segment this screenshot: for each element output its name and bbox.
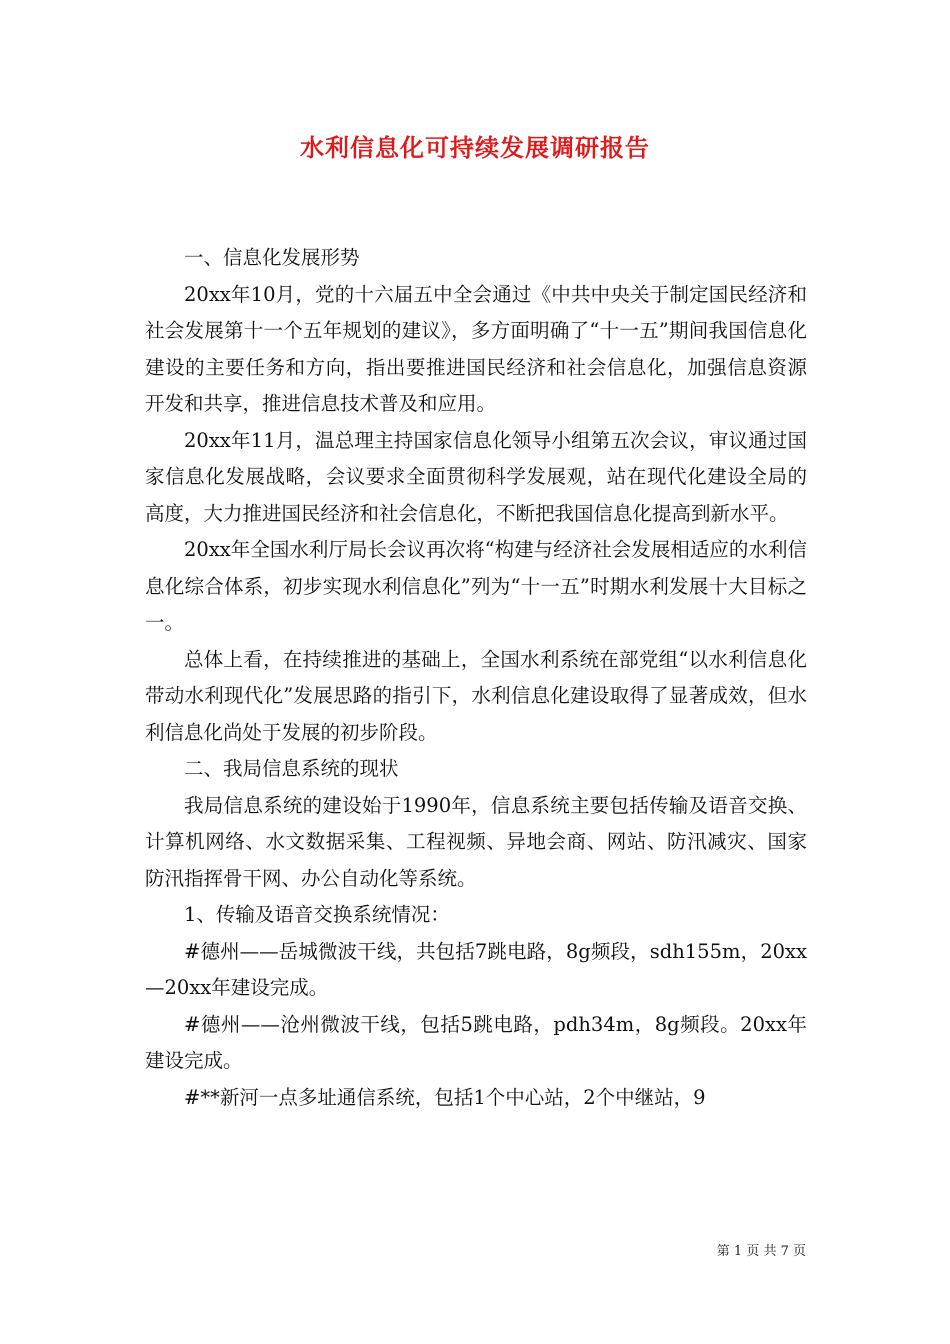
paragraph-1: 20xx年10月，党的十六届五中全会通过《中共中央关于制定国民经济和社会发展第十一个五年规划的建议》，多方面明确了“十一五”期间我国信息化建设的主要任务和方向，指出要推进国民经济和社会信息化，加强信息资源开发和共享，推进信息技术普及和应用。	[145, 282, 807, 415]
paragraph-3: 20xx年全国水利厅局长会议再次将“构建与经济社会发展相适应的水利信息化综合体系，初步实现水利信息化”列为“十一五”时期水利发展十大目标之一。	[145, 538, 807, 634]
document-title: 水利信息化可持续发展调研报告	[300, 133, 650, 162]
page-footer: 第 1 页 共 7 页	[716, 1244, 806, 1259]
list-item: #德州——岳城微波干线，共包括7跳电路，8g频段，sdh155m，20xx—20xx年建设完成。	[145, 939, 807, 999]
section-heading-2: 二、我局信息系统的现状	[184, 757, 399, 780]
document-body	[145, 240, 807, 1116]
paragraph-5: 我局信息系统的建设始于1990年，信息系统主要包括传输及语音交换、计算机网络、水文数据采集、工程视频、异地会商、网站、防汛减灾、国家防汛指挥骨干网、办公自动化等系统。	[145, 793, 807, 890]
paragraph-2: 20xx年11月，温总理主持国家信息化领导小组第五次会议，审议通过国家信息化发展战略，会议要求全面贯彻科学发展观，站在现代化建设全局的高度，大力推进国民经济和社会信息化，不断把我国信息化提高到新水平。	[145, 428, 807, 525]
subsection-heading-1: 1、传输及语音交换系统情况：	[184, 903, 450, 926]
section-heading-1: 一、信息化发展形势	[184, 246, 360, 269]
list-item: #**新河一点多址通信系统，包括1个中心站，2个中继站，9	[184, 1085, 706, 1109]
list-item: #德州——沧州微波干线，包括5跳电路，pdh34m，8g频段。20xx年建设完成。	[145, 1012, 807, 1072]
paragraph-4: 总体上看，在持续推进的基础上，全国水利系统在部党组“以水利信息化带动水利现代化”发展思路的指引下，水利信息化建设取得了显著成效，但水利信息化尚处于发展的初步阶段。	[145, 647, 807, 744]
